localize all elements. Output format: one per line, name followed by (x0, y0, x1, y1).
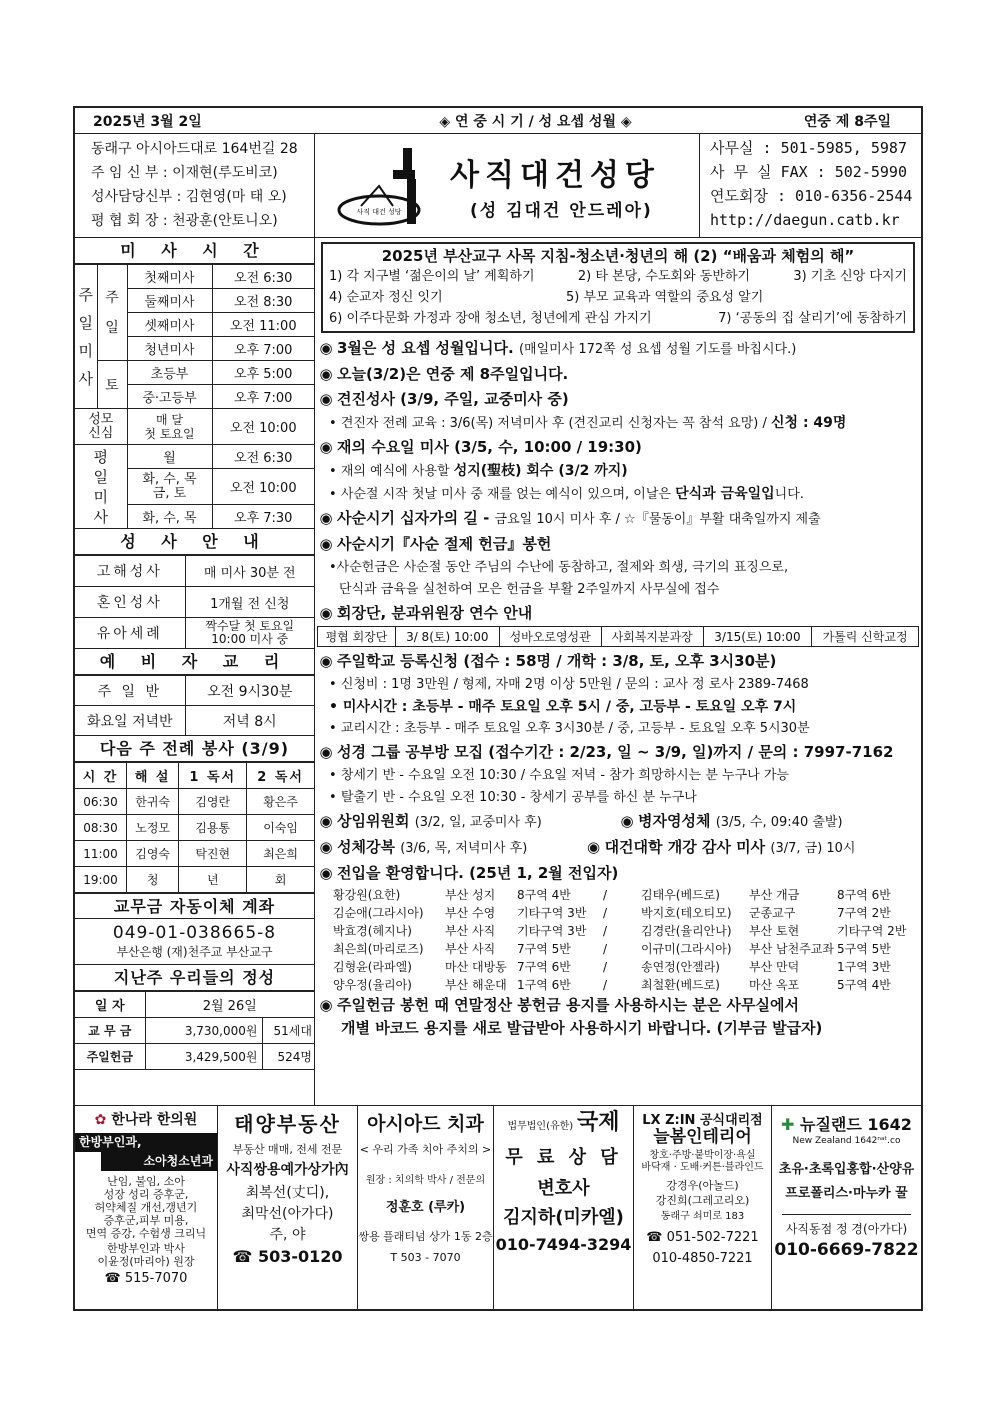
newcomer-cell: 최철환(베드로) (641, 978, 720, 992)
newcomer-cell: 최은희(마리로즈) (333, 942, 424, 956)
mass-schedule-table (75, 264, 314, 529)
newcomer-row (333, 958, 921, 976)
duty-cell: 08:30 (75, 815, 127, 841)
ad-prefix: 법무법인(유한) (507, 1121, 574, 1132)
duty-cell: 청 (127, 867, 179, 893)
newcomer-row (333, 940, 921, 958)
target-bullet-icon: ◉ (319, 743, 333, 761)
newcomer-cell: 양우정(율리아) (333, 978, 412, 992)
ad-person: 최복선(丈디), 최막선(아가다) (241, 1185, 334, 1222)
mass-name: 초등부 (127, 361, 212, 385)
policy-item: 6) 이주다문화 가정과 장애 청소년, 청년에게 관심 가지기 (329, 311, 652, 326)
newcomer-cell: 마산 옥포 (749, 978, 800, 992)
newcomer-cell: 송연정(안젤라) (641, 960, 720, 974)
ad-person: 강경우(아놀드) 강진희(그레고리오) (655, 1179, 750, 1207)
news-sub: • 미사시간 : 초등부 - 매주 토요일 오후 5시 / 중, 고등부 - 토요일 오후 7시 (329, 699, 797, 715)
news-sub: • 신청비 : 1명 3만원 / 형제, 자매 2명 이상 5만원 / 문의 : 교사 정 로사 2389-7468 (329, 677, 809, 692)
news-item: ◉ 전입을 환영합니다. (25년 1, 2월 전입자) (319, 861, 921, 886)
ad-tag: 소아청소년과 (101, 1152, 217, 1171)
sunday-label: 주 일 (97, 265, 127, 361)
news-sub: • 교리시간 : 초등부 - 매주 토요일 오후 3시30분 / 중, 고등부 - 토요일 오후 5시30분 (329, 721, 810, 736)
target-bullet-icon: ◉ (319, 996, 333, 1014)
news-sub: 단식과 금육을 실천하여 모은 헌금을 부활 2주일까지 사무실에 접수 (339, 582, 720, 597)
class-time: 오전 9시30분 (185, 676, 314, 706)
newcomer-cell: / (603, 906, 608, 920)
ad-body: 난임, 불임, 소아 성장 성리 증후군, 허약체질 개선,갱년기 증후군,피부 미용, 면역 증강, 수험생 크리닉 (85, 1175, 207, 1240)
offering-amount: 3,429,500원 (145, 1044, 262, 1070)
left-column (75, 238, 315, 1105)
duty-cell: 노정모 (127, 815, 179, 841)
devotion-name: 매 달 첫 토요일 (127, 409, 212, 445)
ad-asiad-dental (358, 1106, 494, 1311)
offering-name: 주일헌금 (75, 1044, 145, 1070)
policy-item: 3) 기초 신앙 다지기 (793, 269, 907, 284)
ad-person: 사직동점 정 경(아가다) (782, 1214, 911, 1238)
liturgical-week: 연중 제 8주일 (803, 113, 891, 130)
target-bullet-icon: ◉ (319, 535, 333, 553)
ad-phone: 010-6669-7822 (774, 1240, 919, 1260)
newcomer-cell: 7구역 6반 (517, 960, 571, 974)
newcomer-cell: 부산 사직 (445, 924, 496, 938)
newcomer-cell: 부산 토현 (749, 924, 800, 938)
parish-info (75, 134, 315, 237)
ad-line: 무 료 상 담 (505, 1147, 622, 1168)
ad-extra: 주, 야 (269, 1227, 306, 1243)
newcomer-cell: 8구역 6반 (837, 888, 891, 902)
body (75, 238, 921, 1106)
newcomer-cell: 박지호(테오티모) (641, 906, 732, 920)
weekday-mass-label: 평 일 미 사 (75, 445, 127, 529)
sacrament-name: 유아세례 (75, 618, 185, 649)
ad-phone: ☎ 503-0120 (232, 1247, 343, 1266)
target-bullet-icon: ◉ (319, 604, 333, 622)
ad-title-2: 늘봄인테리어 (653, 1127, 752, 1147)
mass-time: 오전 11:00 (212, 313, 314, 337)
yeondo-phone: 연도회장 : 010-6356-2544 (710, 187, 913, 205)
catechumen-table (75, 675, 314, 736)
mass-time: 오후 5:00 (212, 361, 314, 385)
newcomer-cell: 부산 사직 (445, 942, 496, 956)
website-link[interactable]: http://daegun.catb.kr (710, 211, 900, 229)
mass-name: 월 (127, 445, 212, 469)
newcomer-cell: 1구역 6반 (517, 978, 571, 992)
mass-time: 오후 7:30 (212, 505, 314, 529)
class-name: 주 일 반 (75, 676, 185, 706)
ad-phone: T 503 - 7070 (390, 1251, 461, 1264)
devotion-time: 오전 10:00 (212, 409, 314, 445)
news-item: ◉ 상임위원회 (3/2, 일, 교중미사 후) (319, 809, 620, 835)
ad-body: 창호·주방·붙박이장·욕실 바닥재 · 도배·커튼·블라인드 (641, 1150, 764, 1173)
mass-name: 첫째미사 (127, 265, 212, 289)
mass-name: 둘째미사 (127, 289, 212, 313)
ad-addr: 동래구 쇠미로 183 (660, 1211, 745, 1222)
policy-title: 2025년 부산교구 사목 지침-청소년·청년의 해 (2) “배움과 체험의 해” (381, 247, 855, 265)
ad-newzealand (772, 1106, 921, 1311)
newcomer-cell: 박효경(헤지나) (333, 924, 412, 938)
training-cell: 3/ 8(토) 10:00 (395, 627, 499, 647)
mass-name: 중·고등부 (127, 385, 212, 409)
newcomer-cell: 1구역 3반 (837, 960, 891, 974)
sacrament-info: 1개월 전 신청 (185, 587, 314, 618)
duty-cell: 김용통 (179, 815, 247, 841)
duty-cell: 년 (179, 867, 247, 893)
sacrament-name: 혼인성사 (75, 587, 185, 618)
newcomers-list (319, 886, 921, 994)
ad-phone: ☎ 051-502-7221 (646, 1230, 759, 1245)
duty-header: 1 독서 (179, 763, 247, 789)
ad-body: 사직쌍용예가상가內 (226, 1162, 349, 1178)
news-sub: • 창세기 반 - 수요일 오전 10:30 / 수요일 저녁 - 참가 희망하시는 분 누구나 가능 (329, 768, 789, 783)
newcomer-row (333, 976, 921, 994)
offering-count: 524명 (262, 1044, 314, 1070)
news-item: ◉ 사순시기 십자가의 길 - 금요일 10시 미사 후 / ☆『물동이』부활 대축일까지 제출 (319, 506, 921, 532)
duty-cell: 19:00 (75, 867, 127, 893)
offering-date-label: 일 자 (75, 992, 145, 1018)
mass-time: 오후 7:00 (212, 337, 314, 361)
newcomer-cell: 5구역 5반 (837, 942, 891, 956)
newcomer-cell: 김경란(율리안나) (641, 924, 732, 938)
church-logo-icon (333, 144, 448, 232)
target-bullet-icon: ◉ (319, 838, 333, 856)
newcomer-cell: 8구역 4반 (517, 888, 571, 902)
ad-title: 태양부동산 (234, 1112, 341, 1136)
top-bar (75, 108, 921, 134)
ad-phone: 010-4850-7221 (652, 1251, 753, 1266)
training-cell: 사회복지분과장 (601, 627, 703, 647)
ad-phone: 010-7494-3294 (495, 1235, 632, 1254)
newcomer-cell: 마산 대방동 (445, 960, 507, 974)
offering-date: 2월 26일 (145, 992, 314, 1018)
pastor: 주 임 신 부 : 이재현(루도비코) (91, 165, 278, 181)
mass-name: 청년미사 (127, 337, 212, 361)
catechumen-title: 예 비 자 교 리 (75, 649, 314, 675)
newcomer-cell: 군종교구 (749, 906, 796, 920)
office-phone: 사무실 : 501-5985, 5987 (710, 139, 907, 157)
class-name: 화요일 저녁반 (75, 706, 185, 736)
ad-phone: ☎ 515-7070 (104, 1271, 188, 1286)
newcomer-cell: 기타구역 3반 (517, 906, 587, 920)
news-item: ◉ 대건대학 개강 감사 미사 (3/7, 금) 10시 (587, 835, 921, 861)
news-item: ◉ 성체강복 (3/6, 목, 저녁미사 후) (319, 835, 587, 861)
newcomer-cell: 김태우(베드로) (641, 888, 720, 902)
ads-row (75, 1106, 921, 1311)
ad-hannara (75, 1106, 218, 1311)
account-box (75, 919, 314, 965)
liturgical-season: ◈ 연 중 시 기 / 성 요셉 성월 ◈ (439, 113, 632, 130)
ad-addr: 쌍용 플래티넘 상가 1동 2층 (358, 1230, 493, 1243)
newcomer-cell: 부산 개금 (749, 888, 800, 902)
duty-header: 해 설 (127, 763, 179, 789)
logo-text: 사직 대건 성당 (356, 208, 402, 216)
newcomer-cell: 부산 만덕 (749, 960, 800, 974)
newcomer-cell: / (603, 888, 608, 902)
class-time: 저녁 8시 (185, 706, 314, 736)
ad-sub: 부동산 매매, 전세 전문 (232, 1143, 343, 1156)
pastoral-policy-box (321, 242, 915, 333)
policy-item: 5) 부모 교육과 역할의 중요성 알기 (566, 290, 764, 305)
newcomer-cell: / (603, 924, 608, 938)
header (75, 134, 921, 238)
training-table (317, 626, 919, 647)
sacraments-title: 성 사 안 내 (75, 529, 314, 555)
assistant-priest: 성사담당신부 : 김현영(마 태 오) (91, 189, 287, 205)
target-bullet-icon: ◉ (319, 438, 333, 456)
target-bullet-icon: ◉ (319, 339, 333, 357)
leaf-icon: ✚ (781, 1115, 795, 1134)
target-bullet-icon: ◉ (319, 365, 333, 383)
ad-neulbom-interior (634, 1106, 772, 1311)
contact-info (700, 134, 921, 237)
newcomer-cell: 7구역 5반 (517, 942, 571, 956)
policy-item: 2) 타 본당, 수도회와 동반하기 (577, 269, 751, 284)
policy-item: 7) ‘공동의 집 살리기’에 동참하기 (718, 311, 907, 326)
newcomer-cell: / (603, 960, 608, 974)
newcomer-cell: 이규미(그라시아) (641, 942, 732, 956)
offering-title: 지난주 우리들의 정성 (75, 965, 314, 991)
newcomer-cell: 기타구역 3반 (517, 924, 587, 938)
duty-cell: 한귀숙 (127, 789, 179, 815)
mass-name: 셋째미사 (127, 313, 212, 337)
newcomer-cell: 부산 성지 (445, 888, 496, 902)
newcomer-cell: 기타구역 2반 (837, 924, 907, 938)
account-bank: 부산은행 (재)천주교 부산교구 (116, 945, 273, 959)
duty-header: 시 간 (75, 763, 127, 789)
target-bullet-icon: ◉ (319, 509, 333, 527)
ad-title: 뉴질랜드 1642 (800, 1115, 912, 1134)
ad-taeyang (218, 1106, 358, 1311)
offering-table (75, 991, 314, 1070)
offering-amount: 3,730,000원 (145, 1018, 262, 1044)
newcomer-cell: 7구역 2반 (837, 906, 891, 920)
sacrament-info: 매 미사 30분 전 (185, 556, 314, 587)
duty-cell: 탁진현 (179, 841, 247, 867)
duty-cell: 11:00 (75, 841, 127, 867)
ad-sub: < 우리 가족 치아 주치의 > (359, 1143, 492, 1156)
news-item-cont: 개별 바코드 용지를 새로 발급받아 사용하시기 바랍니다. (기부금 발급자) (341, 1019, 823, 1037)
news-item: ◉ 회장단, 분과위원장 연수 안내 (319, 601, 921, 626)
ad-body: 초유·초록입홍합·산양유 프로폴리스·마누카 꿀 (778, 1162, 915, 1201)
offering-count: 51세대 (262, 1018, 314, 1044)
news-sub: •사순헌금은 사순절 동안 주님의 수난에 동참하고, 절제와 희생, 극기의 표징으로, (329, 560, 789, 575)
offering-name: 교 무 금 (75, 1018, 145, 1044)
sacrament-info: 짝수달 첫 토요일 10:00 미사 중 (185, 618, 314, 649)
duty-cell: 황은주 (247, 789, 314, 815)
news-sub: • 재의 예식에 사용할 성지(聖枝) 회수 (3/2 까지) (329, 463, 628, 479)
sacraments-table (75, 555, 314, 649)
policy-item: 4) 순교자 정신 잇기 (329, 290, 443, 305)
newcomer-row (333, 886, 921, 904)
mass-time: 오전 6:30 (212, 265, 314, 289)
newcomer-cell: 김형윤(라파엘) (333, 960, 412, 974)
devotion-label: 성모 신심 (75, 409, 127, 445)
newcomer-cell: 부산 남천주교좌 (749, 942, 834, 956)
duty-cell: 김영숙 (127, 841, 179, 867)
mass-time: 오후 7:00 (212, 385, 314, 409)
ad-tag: 한방부인과, (75, 1133, 217, 1152)
sacrament-name: 고해성사 (75, 556, 185, 587)
mass-time: 오전 8:30 (212, 289, 314, 313)
newcomer-cell: 5구역 4반 (837, 978, 891, 992)
liturgy-duty-table (75, 762, 314, 893)
liturgy-duty-title: 다음 주 전례 봉사 (3/9) (75, 736, 314, 762)
target-bullet-icon: ◉ (319, 864, 333, 882)
policy-item: 1) 각 지구별 ‘젊은이의 날’ 계획하기 (329, 269, 535, 284)
news-sub: • 탈출기 반 - 수요일 오전 10:30 - 창세기 공부를 하신 분 누구나 (329, 790, 697, 805)
church-patron: (성 김대건 안드레아) (470, 201, 653, 221)
news-item: ◉ 주일학교 등록신청 (접수 : 58명 / 개학 : 3/8, 토, 오후 3시30분) (319, 649, 921, 674)
target-bullet-icon: ◉ (319, 652, 333, 670)
news-sub: • 견진자 전례 교육 : 3/6(목) 저녁미사 후 (견진교리 신청자는 꼭 참석 요망) / 신청 : 49명 (329, 415, 847, 431)
news-item: ◉ 재의 수요일 미사 (3/5, 수, 10:00 / 19:30) (319, 435, 921, 460)
duty-cell: 06:30 (75, 789, 127, 815)
target-bullet-icon: ◉ (620, 812, 634, 830)
news-item: ◉ 3월은 성 요셉 성월입니다. (매일미사 172쪽 성 요셉 성월 기도를 바칩시다.) (319, 336, 921, 362)
mass-time: 오전 6:30 (212, 445, 314, 469)
newcomer-row (333, 904, 921, 922)
duty-header: 2 독서 (247, 763, 314, 789)
training-cell: 3/15(토) 10:00 (703, 627, 811, 647)
ad-gukje-law (494, 1106, 634, 1311)
news-item: ◉ 주일헌금 봉헌 때 연말정산 봉헌금 용지를 사용하시는 분은 사무실에서 (319, 994, 921, 1017)
ad-body: 원장 : 치의학 박사 / 전문의 (365, 1175, 486, 1186)
newcomer-cell: / (603, 942, 608, 956)
sunday-mass-label: 주 일 미 사 (75, 265, 97, 409)
training-cell: 평협 회장단 (318, 627, 396, 647)
ad-line: 변호사 (537, 1178, 590, 1199)
training-cell: 가톨릭 신학교정 (812, 627, 919, 647)
bulletin-date: 2025년 3월 2일 (93, 113, 202, 130)
office-fax: 사 무 실 FAX : 502-5990 (710, 163, 907, 181)
mass-time: 오전 10:00 (212, 469, 314, 505)
news-column (315, 238, 921, 1105)
news-item: ◉ 성경 그룹 공부방 모집 (접수기간 : 2/23, 일 ~ 3/9, 일)까지 / 문의 : 7997-7162 (319, 740, 921, 765)
news-item: ◉ 병자영성체 (3/5, 수, 09:40 출발) (620, 809, 921, 835)
training-cell: 성바오로영성관 (499, 627, 601, 647)
mass-name: 화, 수, 목 금, 토 (127, 469, 212, 505)
duty-cell: 회 (247, 867, 314, 893)
newcomer-row (333, 922, 921, 940)
mass-schedule-title: 미 사 시 간 (75, 238, 314, 264)
news-sub: • 사순절 시작 첫날 미사 중 재를 얹는 예식이 있으며, 이날은 단식과 금육일입니다. (329, 486, 804, 502)
mass-name: 화, 수, 목 (127, 505, 212, 529)
newcomer-cell: 부산 수영 (445, 906, 496, 920)
bulletin-page (73, 106, 923, 1311)
news-item: ◉ 견진성사 (3/9, 주일, 교중미사 중) (319, 387, 921, 412)
news-item: ◉ 오늘(3/2)은 연중 제 8주일입니다. (319, 362, 921, 387)
ad-title: 국제 (577, 1110, 620, 1135)
newcomer-cell: 황강원(요한) (333, 888, 401, 902)
duty-cell: 이숙임 (247, 815, 314, 841)
ad-person: 김지하(미카엘) (503, 1207, 624, 1228)
ad-sub: New Zealand 1642ⁿᵃᵗ.co (792, 1136, 901, 1146)
duty-cell: 최은희 (247, 841, 314, 867)
newcomer-cell: 김순애(그라시아) (333, 906, 424, 920)
ad-person: 정훈호 (루카) (385, 1200, 466, 1215)
ad-doctor: 한방부인과 박사 이윤정(마리아) 원장 (97, 1242, 195, 1268)
news-item: ◉ 사순시기『사순 절제 헌금』봉헌 (319, 532, 921, 557)
account-number: 049-01-038665-8 (112, 923, 277, 943)
ad-title: 한나라 한의원 (111, 1112, 198, 1128)
saturday-label: 토 (97, 361, 127, 409)
newcomer-cell: 부산 해운대 (445, 978, 507, 992)
account-title: 교무금 자동이체 계좌 (75, 893, 314, 919)
target-bullet-icon: ◉ (587, 838, 601, 856)
ad-title: 아시아드 치과 (367, 1113, 484, 1135)
ad-title: LX Z:IN 공식대리점 (642, 1113, 763, 1128)
church-name: 사직대건성당 (450, 158, 660, 193)
target-bullet-icon: ◉ (319, 390, 333, 408)
newcomer-cell: / (603, 978, 608, 992)
duty-cell: 김영란 (179, 789, 247, 815)
address: 동래구 아시아드대로 164번길 28 (91, 141, 298, 157)
church-title-box (315, 134, 700, 237)
council-president: 평 협 회 장 : 천광훈(안토니오) (91, 213, 278, 229)
target-bullet-icon: ◉ (319, 812, 333, 830)
flower-icon: ✿ (94, 1112, 107, 1128)
